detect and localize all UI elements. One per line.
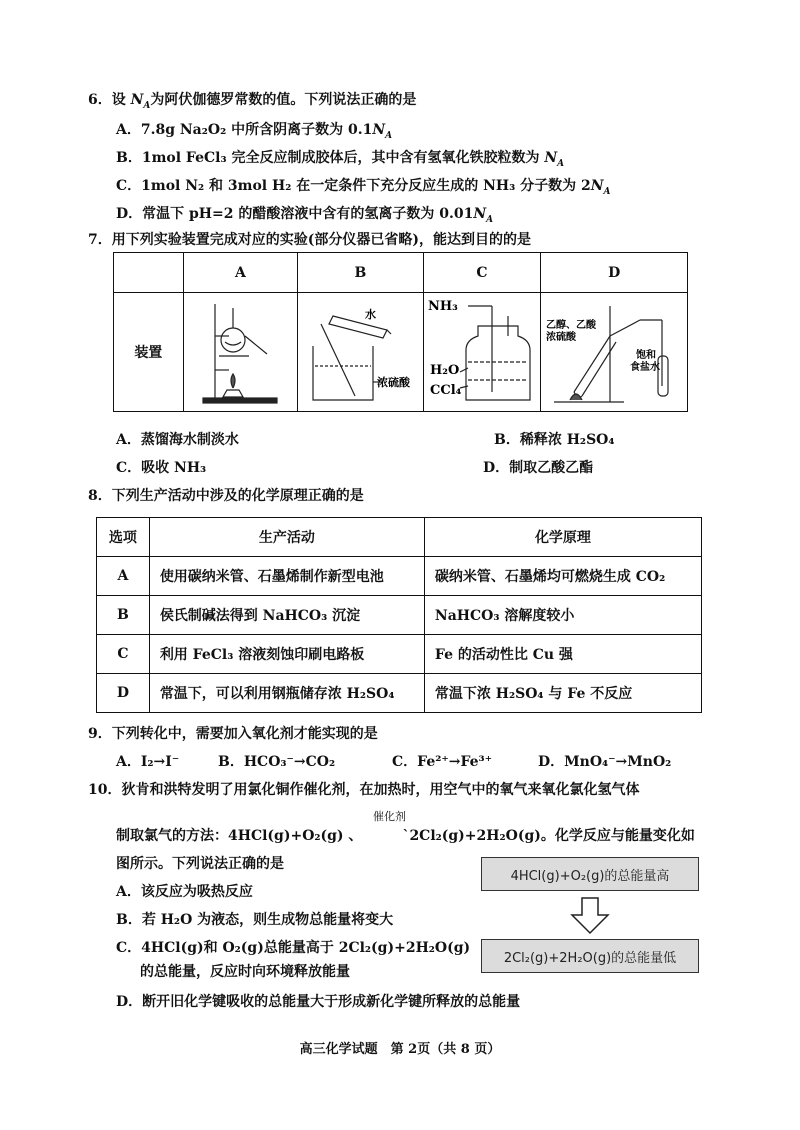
q8-stem: 8．下列生产活动中涉及的化学原理正确的是 (88, 488, 364, 504)
d-acid-label: 浓硫酸 (546, 332, 577, 343)
q6-option-d: D．常温下 pH=2 的醋酸溶液中含有的氢离子数为 $0.01N_A$ (116, 206, 494, 225)
q7-header-a: A (183, 253, 298, 293)
q7-apparatus-b (298, 293, 423, 412)
q8-header-activity: 生产活动 (149, 518, 424, 557)
q6-option-a: A．7.8g Na₂O₂ 中所含阴离子数为 $0.1N_A$ (116, 122, 393, 141)
c-ccl4-label: CCl₄ (429, 383, 462, 398)
dilution-beaker-icon (303, 296, 418, 408)
table-row: C 利用 FeCl₃ 溶液刻蚀印刷电路板 Fe 的活动性比 Cu 强 (97, 635, 702, 674)
q6-stem: 6．设 $N_A$为阿伏伽德罗常数的值。下列说法正确的是 (88, 92, 417, 111)
q7-header-blank (114, 253, 184, 293)
table-row: D 常温下，可以利用钢瓶储存浓 H₂SO₄ 常温下浓 H₂SO₄ 与 Fe 不反应 (97, 674, 702, 713)
q7-option-a: A．蒸馏海水制淡水 (116, 432, 239, 448)
table-row: B 侯氏制碱法得到 NaHCO₃ 沉淀 NaHCO₃ 溶解度较小 (97, 596, 702, 635)
q10-option-c-cont: 的总能量，反应时向环境释放能量 (140, 964, 350, 980)
energy-diagram (481, 857, 699, 974)
q7-option-c: C．吸收 NH₃ (116, 460, 207, 476)
q10-option-a: A．该反应为吸热反应 (116, 884, 253, 900)
energy-box-low: 2Cl₂(g)+2H₂O(g)的总能量低 (481, 939, 699, 973)
q7-apparatus-a (183, 293, 298, 412)
c-h2o-label: H₂O (429, 363, 460, 378)
d-brine-label: 食盐水 (630, 362, 661, 373)
c-nh3-label: NH₃ (427, 299, 458, 314)
q9-option-d: D．MnO₄⁻→MnO₂ (538, 754, 672, 770)
energy-box-high: 4HCl(g)+O₂(g)的总能量高 (481, 857, 699, 891)
q8-header-option: 选项 (97, 518, 150, 557)
q9-option-b: B．HCO₃⁻→CO₂ (218, 754, 336, 770)
q9-option-c: C．Fe²⁺→Fe³⁺ (392, 754, 493, 770)
q7-stem: 7．用下列实验装置完成对应的实验(部分仪器已省略)，能达到目的的是 (88, 232, 531, 248)
q10-stem-line2: 制取氯气的方法：4HCl(g)+O₂(g) 、 `2Cl₂(g)+2H₂O(g)。化学反应与能量变化如 (116, 828, 695, 844)
distillation-apparatus-icon (195, 296, 285, 408)
catalyst-label: 催化剂 (373, 810, 406, 823)
q7-header-b: B (298, 253, 423, 293)
q7-option-d: D．制取乙酸乙酯 (483, 460, 594, 476)
q7-header-d: D (541, 253, 688, 293)
q6-option-c: C．1mol N₂ 和 3mol H₂ 在一定条件下充分反应生成的 NH₃ 分子数为 $2N_A$ (116, 178, 611, 197)
d-reagents-label: 乙醇、乙酸 (546, 320, 597, 331)
arrow-down-icon (570, 897, 610, 935)
page-footer: 高三化学试题 第 2页（共 8 页） (299, 1042, 501, 1057)
q10-option-b: B．若 H₂O 为液态，则生成物总能量将变大 (116, 912, 394, 928)
q10-option-c: C．4HCl(g)和 O₂(g)总能量高于 2Cl₂(g)+2H₂O(g) (116, 940, 471, 956)
q7-header-c: C (423, 253, 541, 293)
q10-option-d: D．断开旧化学键吸收的总能量大于形成新化学键所释放的总能量 (116, 994, 521, 1010)
gas-absorption-bottle-icon (426, 296, 538, 408)
q8-table (96, 517, 702, 713)
b-water-label: 水 (364, 308, 376, 321)
q9-stem: 9．下列转化中，需要加入氧化剂才能实现的是 (88, 726, 378, 742)
q10-stem-line3: 图所示。下列说法正确的是 (116, 856, 284, 872)
d-saturated-label: 饱和 (636, 350, 657, 361)
b-acid-label: 浓硫酸 (376, 376, 410, 389)
q10-stem-line1: 10．狄肯和洪特发明了用氯化铜作催化剂，在加热时，用空气中的氧气来氧化氯化氢气体 (88, 782, 640, 798)
q7-apparatus-d (541, 293, 688, 412)
q7-apparatus-c (423, 293, 541, 412)
q9-option-a: A．I₂→I⁻ (116, 754, 180, 770)
ester-preparation-apparatus-icon (544, 296, 684, 408)
table-row: A 使用碳纳米管、石墨烯制作新型电池 碳纳米管、石墨烯均可燃烧生成 CO₂ (97, 557, 702, 596)
q8-header-principle: 化学原理 (424, 518, 701, 557)
q7-row-label: 装置 (114, 293, 184, 412)
q7-apparatus-table (113, 252, 688, 412)
q6-option-b: B．1mol FeCl₃ 完全反应制成胶体后，其中含有氢氧化铁胶粒数为 $N_A$ (116, 150, 565, 169)
q7-option-b: B．稀释浓 H₂SO₄ (494, 432, 615, 448)
